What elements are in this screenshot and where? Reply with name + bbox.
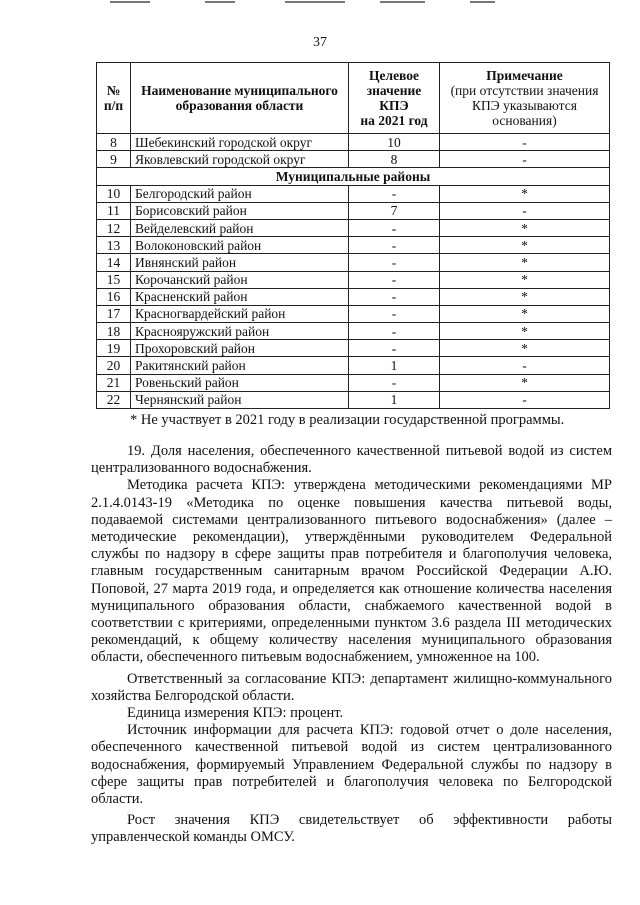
cell-name: Борисовский район: [131, 202, 349, 219]
header-note: [440, 63, 610, 134]
cell-note: *: [440, 219, 610, 236]
cell-note: *: [440, 374, 610, 391]
cell-note: *: [440, 305, 610, 322]
cell-name: Корочанский район: [131, 271, 349, 288]
paragraph-methodology: Методика расчета КПЭ: утверждена методическими рекомендациями МР 2.1.4.0143-19 «Методика по оценке повышения качества питьевой воды, подаваемой системами централизованного питьевого водоснабжения» (далее – методические рекомендации), утверждёнными руководителем Федеральной службы по надзору в сфере защиты прав потребителя и благополучия человека, главным государственным санитарным врачом Российской Федерации А.Ю. Поповой, 27 марта 2019 года, и определяется как отношение количества населения муниципального образования области, снабжаемого качественной водой в соответствии с критериями, определенными пунктом 3.6 раздела III методических рекомендаций, к общему количеству населения муниципального образования области, обеспеченного питьевым водоснабжением, умноженное на 100.: [91, 477, 612, 666]
paragraph-source: Источник информации для расчета КПЭ: годовой отчет о доле населения, обеспеченного качественной питьевой водой из систем централизованного водоснабжения, формируемый Управлением Федеральной службы по надзору в сфере защиты прав потребителей и благополучия человека по Белгородской области.: [91, 722, 612, 808]
cell-note: -: [440, 134, 610, 151]
scan-artifact: [110, 0, 530, 5]
cell-num: 16: [97, 288, 131, 305]
body-text: [91, 443, 612, 847]
cell-note: *: [440, 323, 610, 340]
cell-name: Яковлевский городской округ: [131, 151, 349, 168]
cell-note: *: [440, 340, 610, 357]
table-row: [97, 237, 610, 254]
table-row: [97, 288, 610, 305]
header-target: [349, 63, 440, 134]
cell-note: -: [440, 357, 610, 374]
cell-num: 15: [97, 271, 131, 288]
cell-value: -: [349, 323, 440, 340]
table-row: [97, 134, 610, 151]
cell-value: -: [349, 288, 440, 305]
cell-value: -: [349, 219, 440, 236]
kpe-table: [96, 62, 610, 409]
cell-num: 11: [97, 202, 131, 219]
table-row: [97, 202, 610, 219]
cell-name: Чернянский район: [131, 391, 349, 408]
cell-note: -: [440, 151, 610, 168]
cell-value: 1: [349, 391, 440, 408]
cell-value: -: [349, 254, 440, 271]
cell-note: *: [440, 185, 610, 202]
cell-value: 8: [349, 151, 440, 168]
header-target-year: на 2021 год: [360, 113, 428, 128]
table-row: [97, 357, 610, 374]
cell-name: Прохоровский район: [131, 340, 349, 357]
header-note-title: Примечание: [486, 68, 563, 83]
table-row: [97, 151, 610, 168]
header-target-label: Целевое значение КПЭ: [366, 68, 422, 113]
cell-num: 21: [97, 374, 131, 391]
cell-num: 19: [97, 340, 131, 357]
cell-name: Ракитянский район: [131, 357, 349, 374]
cell-note: *: [440, 288, 610, 305]
page-number: 37: [313, 35, 327, 50]
cell-value: -: [349, 271, 440, 288]
paragraph-unit: Единица измерения КПЭ: процент.: [127, 705, 344, 722]
header-note-sub: (при отсутствии значения КПЭ указываются основания): [450, 83, 599, 128]
cell-value: 1: [349, 357, 440, 374]
cell-value: -: [349, 185, 440, 202]
cell-name: Краснояружский район: [131, 323, 349, 340]
cell-num: 14: [97, 254, 131, 271]
cell-name: Вейделевский район: [131, 219, 349, 236]
cell-value: -: [349, 305, 440, 322]
header-num: № п/п: [97, 63, 131, 134]
table-row: [97, 340, 610, 357]
section-row: [97, 168, 610, 185]
cell-value: 7: [349, 202, 440, 219]
cell-name: Красногвардейский район: [131, 305, 349, 322]
cell-name: Белгородский район: [131, 185, 349, 202]
table-row: [97, 271, 610, 288]
cell-note: -: [440, 391, 610, 408]
cell-num: 13: [97, 237, 131, 254]
cell-num: 20: [97, 357, 131, 374]
section-title: Муниципальные районы: [97, 168, 610, 185]
table-row: [97, 374, 610, 391]
cell-name: Ивнянский район: [131, 254, 349, 271]
paragraph-growth: Рост значения КПЭ свидетельствует об эффективности работы управленческой команды ОМСУ.: [91, 812, 612, 846]
table-row: [97, 254, 610, 271]
header-name: Наименование муниципального образования области: [131, 63, 349, 134]
cell-value: 10: [349, 134, 440, 151]
cell-value: -: [349, 340, 440, 357]
cell-name: Красненский район: [131, 288, 349, 305]
cell-note: -: [440, 202, 610, 219]
footnote: * Не участвует в 2021 году в реализации государственной программы.: [130, 412, 565, 428]
cell-num: 9: [97, 151, 131, 168]
cell-value: -: [349, 374, 440, 391]
table-row: [97, 391, 610, 408]
table-header-row: [97, 63, 610, 134]
table-row: [97, 185, 610, 202]
cell-num: 12: [97, 219, 131, 236]
cell-num: 18: [97, 323, 131, 340]
cell-num: 8: [97, 134, 131, 151]
cell-note: *: [440, 237, 610, 254]
table-row: [97, 305, 610, 322]
cell-name: Шебекинский городской округ: [131, 134, 349, 151]
cell-num: 17: [97, 305, 131, 322]
cell-name: Ровеньский район: [131, 374, 349, 391]
cell-name: Волоконовский район: [131, 237, 349, 254]
table-row: [97, 323, 610, 340]
cell-note: *: [440, 271, 610, 288]
paragraph-title: 19. Доля населения, обеспеченного качественной питьевой водой из систем централизованного водоснабжения.: [91, 443, 612, 477]
cell-num: 10: [97, 185, 131, 202]
table-row: [97, 219, 610, 236]
cell-note: *: [440, 254, 610, 271]
cell-num: 22: [97, 391, 131, 408]
paragraph-responsible: Ответственный за согласование КПЭ: департамент жилищно-коммунального хозяйства Белгородской области.: [91, 670, 612, 704]
cell-value: -: [349, 237, 440, 254]
